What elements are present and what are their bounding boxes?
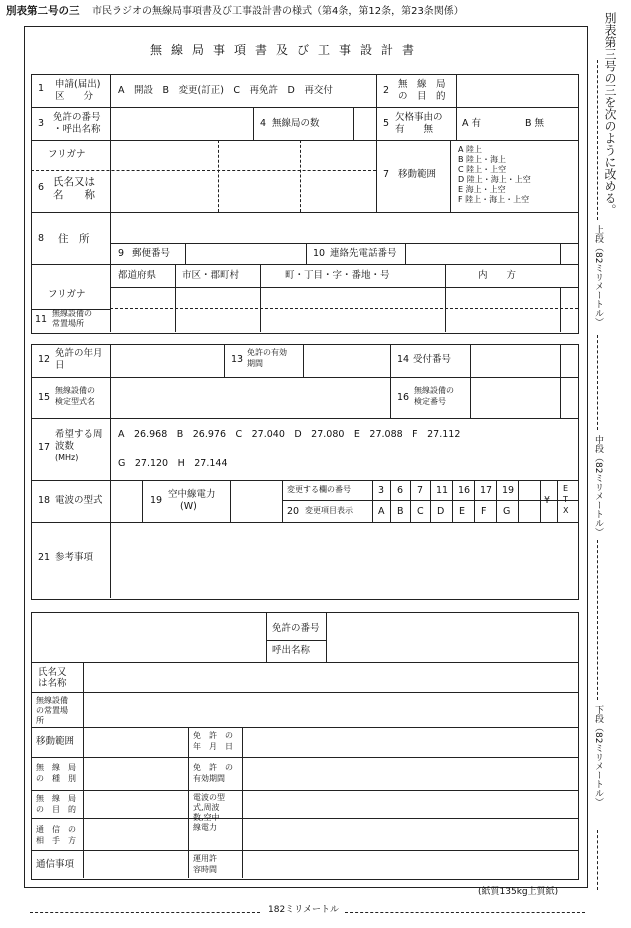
dimension-line	[597, 60, 598, 220]
postal-code-label: 郵便番号	[132, 248, 171, 259]
paper-note: (紙質135kg上質紙)	[478, 887, 559, 897]
lower-partner-label: 通 信 の	[36, 825, 76, 834]
lower-call-sign-label: 呼出名称	[272, 645, 311, 656]
change-display-label: 変更項目表示	[305, 506, 353, 515]
frequency-label: 希望する周	[55, 429, 103, 440]
etx-letter: T	[563, 495, 568, 504]
item-number: 9	[118, 248, 125, 259]
lower-wave-label: 式,周波	[193, 803, 220, 812]
frequency-options[interactable]: G 27.120 H 27.144	[118, 458, 228, 469]
change-letter[interactable]: B	[397, 506, 404, 517]
item-number: 7	[383, 169, 390, 180]
item-number: 1	[38, 83, 45, 94]
change-letter[interactable]: F	[481, 506, 487, 517]
city-header: 市区・郡町村	[182, 270, 240, 281]
license-number-label: 免許の番号	[53, 112, 101, 123]
change-letter[interactable]: C	[417, 506, 424, 517]
change-field-label: 変更する欄の番号	[287, 485, 351, 494]
change-letter[interactable]: G	[503, 506, 511, 517]
option-no[interactable]: B 無	[525, 118, 545, 129]
item-number: 16	[397, 392, 410, 403]
care-of-header: 内 方	[478, 270, 517, 281]
lower-name-label: 氏名又	[38, 667, 67, 678]
lower-license-date-label: 年 月 日	[193, 742, 233, 751]
change-letter[interactable]: A	[378, 506, 385, 517]
change-number[interactable]: 17	[480, 485, 493, 496]
dimension-line	[597, 540, 598, 700]
item-number: 8	[38, 233, 45, 244]
lower-comm-label: 通信事項	[36, 859, 75, 870]
station-count-label: 無線局の数	[272, 118, 320, 129]
range-option[interactable]: E 海上・上空	[458, 185, 506, 194]
range-option[interactable]: C 陸上・上空	[458, 165, 507, 174]
furigana-label: フリガナ	[48, 149, 86, 160]
validity-label: 免許の有効	[247, 348, 287, 357]
license-date-label: 日	[55, 360, 65, 371]
change-number[interactable]: 11	[436, 485, 449, 496]
range-option[interactable]: D 陸上・海上・上空	[458, 175, 531, 184]
item-number: 3	[38, 118, 45, 129]
item-number: 14	[397, 354, 410, 365]
equipment-location-label: 無線設備の	[52, 309, 92, 318]
frequency-unit: (MHz)	[55, 453, 79, 462]
middle-dimension: 中段（82ミリメートル）	[593, 435, 603, 537]
license-date-label: 免許の年月	[55, 348, 103, 359]
lower-hours-label: 運用許	[193, 854, 217, 863]
lower-location-label: 無線設備	[36, 696, 68, 705]
range-option[interactable]: A 陸上	[458, 145, 483, 154]
item-number: 19	[150, 495, 163, 506]
station-purpose-label: の 目 的	[398, 91, 446, 102]
item-number: 15	[38, 392, 51, 403]
disqualification-label: 欠格事由の	[395, 112, 443, 123]
range-option[interactable]: F 陸上・海上・上空	[458, 195, 530, 204]
lower-license-date-label: 免 許 の	[193, 731, 233, 740]
equipment-location-label: 常置場所	[52, 319, 84, 328]
application-type-label: 区 分	[55, 91, 94, 102]
application-type-label: 申請(届出)	[55, 79, 101, 90]
lower-purpose-label: の 目 的	[36, 805, 76, 814]
lower-purpose-label: 無 線 局	[36, 794, 76, 803]
lower-type-label: 無 線 局	[36, 763, 76, 772]
item-number: 18	[38, 495, 51, 506]
upper-dimension: 上段（82ミリメートル）	[593, 225, 603, 327]
width-dimension: 182ミリメートル	[268, 905, 339, 915]
change-number[interactable]: 7	[417, 485, 424, 496]
option-yes[interactable]: A 有	[462, 118, 482, 129]
amendment-note: 別表第三号の三を次のように改める。	[603, 12, 617, 216]
station-purpose-label: 無 線 局	[398, 79, 446, 90]
certification-number-label: 無線設備の	[414, 386, 454, 395]
lower-wave-label: 線電力	[193, 823, 217, 832]
model-name-label: 無線設備の	[55, 386, 95, 395]
lower-type-label: の 種 別	[36, 774, 76, 783]
change-number[interactable]: 3	[378, 485, 385, 496]
lower-name-label: は名称	[38, 678, 67, 689]
receipt-number-label: 受付番号	[413, 354, 452, 365]
movement-range-label: 移動範囲	[398, 169, 437, 180]
item-number: 20	[287, 506, 300, 517]
certification-number-label: 検定番号	[414, 397, 446, 406]
change-letter[interactable]: D	[437, 506, 445, 517]
change-letter[interactable]: E	[459, 506, 466, 517]
lower-partner-label: 相 手 方	[36, 836, 76, 845]
lower-wave-label: 数,空中	[193, 813, 220, 822]
lower-validity-label: 有効期間	[193, 774, 225, 783]
lower-range-label: 移動範囲	[36, 736, 75, 747]
item-number: 10	[313, 248, 326, 259]
furigana-label: フリガナ	[48, 289, 86, 300]
item-number: 11	[35, 314, 48, 325]
model-name-label: 検定型式名	[55, 397, 95, 406]
form-title: 無線局事項書及び工事設計書	[150, 43, 424, 57]
item-number: 2	[383, 85, 390, 96]
item-number: 5	[383, 118, 390, 129]
dimension-line	[597, 830, 598, 890]
header-label: 別表第二号の三	[6, 5, 80, 17]
phone-label: 連絡先電話番号	[330, 248, 397, 259]
lower-wave-label: 電波の型	[193, 793, 225, 802]
item-number: 4	[260, 118, 267, 129]
prefecture-header: 都道府県	[118, 270, 157, 281]
validity-label: 期間	[247, 359, 263, 368]
remarks-label: 参考事項	[55, 552, 94, 563]
lower-location-label: の常置場	[36, 706, 68, 715]
item-number: 17	[38, 442, 51, 453]
item-number: 6	[38, 182, 45, 193]
name-label: 名 称	[53, 189, 95, 201]
license-number-label: ・呼出名称	[53, 124, 101, 135]
lower-license-number-label: 免許の番号	[272, 623, 320, 634]
yen-mark: ¥	[544, 495, 551, 506]
antenna-power-label: 空中線電力	[168, 489, 216, 500]
disqualification-label: 有 無	[395, 124, 434, 135]
etx-letter: E	[563, 484, 569, 493]
section-middle-box	[31, 344, 579, 600]
lower-dimension: 下段（82ミリメートル）	[593, 705, 603, 807]
emission-type-label: 電波の型式	[55, 495, 103, 506]
change-number[interactable]: 6	[397, 485, 404, 496]
lower-hours-label: 容時間	[193, 865, 217, 874]
item-number: 12	[38, 354, 51, 365]
application-type-options[interactable]: A 開設 B 変更(訂正) C 再免許 D 再交付	[118, 85, 333, 96]
antenna-power-label: (W)	[180, 501, 197, 512]
lower-location-label: 所	[36, 716, 44, 725]
lower-validity-label: 免 許 の	[193, 763, 233, 772]
range-option[interactable]: B 陸上・海上	[458, 155, 507, 164]
header-text: 市民ラジオの無線局事項書及び工事設計書の様式（第4条，第12条，第23条関係）	[92, 6, 464, 17]
change-number[interactable]: 16	[458, 485, 471, 496]
frequency-options[interactable]: A 26.968 B 26.976 C 27.040 D 27.080 E 27.088 F 27.112	[118, 429, 461, 440]
etx-letter: X	[563, 506, 569, 515]
item-number: 21	[38, 552, 51, 563]
address-label: 住 所	[58, 233, 90, 245]
name-label: 氏名又は	[53, 176, 95, 188]
change-number[interactable]: 19	[502, 485, 515, 496]
street-header: 町・丁目・字・番地・号	[285, 270, 390, 281]
item-number: 13	[231, 354, 244, 365]
dimension-line	[597, 335, 598, 430]
frequency-label: 波数	[55, 441, 75, 452]
